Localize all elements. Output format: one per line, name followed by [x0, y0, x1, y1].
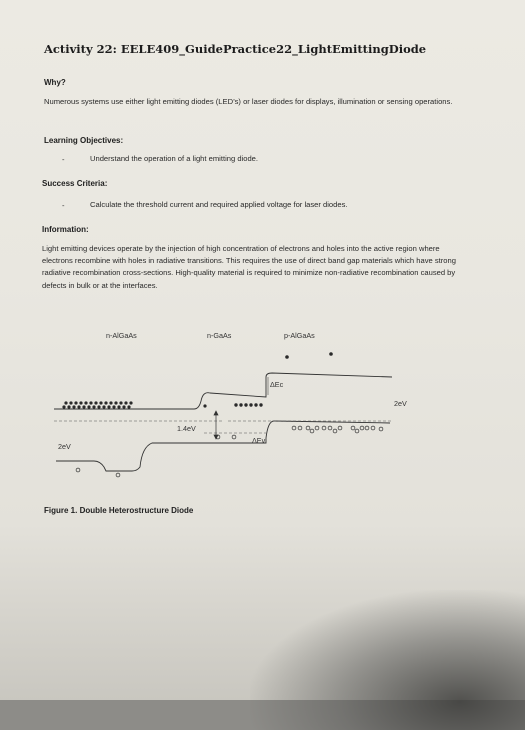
why-heading: Why? [44, 78, 66, 87]
gap-mid-arrow [214, 411, 218, 439]
band-diagram [44, 325, 484, 500]
holes [76, 426, 383, 477]
success-item: Calculate the threshold current and required applied voltage for laser diodes. [90, 200, 348, 209]
label-gap-mid: 1.4eV [177, 424, 196, 433]
figure-caption: Figure 1. Double Heterostructure Diode [44, 506, 194, 515]
why-text: Numerous systems use either light emitting diodes (LED’s) or laser diodes for displays, illumination or sensing operations. [44, 97, 453, 106]
success-heading: Success Criteria: [42, 179, 108, 188]
label-gap-right: 2eV [394, 399, 407, 408]
electrons-mid [234, 403, 262, 406]
electrons-right [285, 352, 333, 359]
information-heading: Information: [42, 225, 89, 234]
label-n-gaas: n-GaAs [207, 331, 232, 340]
valence-band [56, 421, 390, 471]
hand-shadow [250, 590, 525, 730]
information-text: Light emitting devices operate by the injection of high concentration of electrons and holes into the active region where electrons recombine with holes in radiative transitions. This requires the use of direct band gap materials which have strong radiative recombination cross-sections. High-quality material is required to minimize non-radiative recombination caused by defects in bulk or at the interfaces. [42, 244, 456, 290]
success-bullet: - [62, 201, 65, 210]
page-title: Activity 22: EELE409_GuidePractice22_LightEmittingDiode [44, 42, 427, 56]
objectives-heading: Learning Objectives: [44, 136, 124, 145]
label-n-algaas: n-AlGaAs [106, 331, 137, 340]
label-delta-ev: ΔEv [252, 436, 266, 445]
label-delta-ec: ΔEc [270, 380, 284, 389]
objectives-bullet: - [62, 155, 65, 164]
label-p-algaas: p-AlGaAs [284, 331, 315, 340]
label-gap-left: 2eV [58, 442, 71, 451]
objectives-item: Understand the operation of a light emitting diode. [90, 154, 259, 163]
electrons-left [62, 401, 206, 408]
